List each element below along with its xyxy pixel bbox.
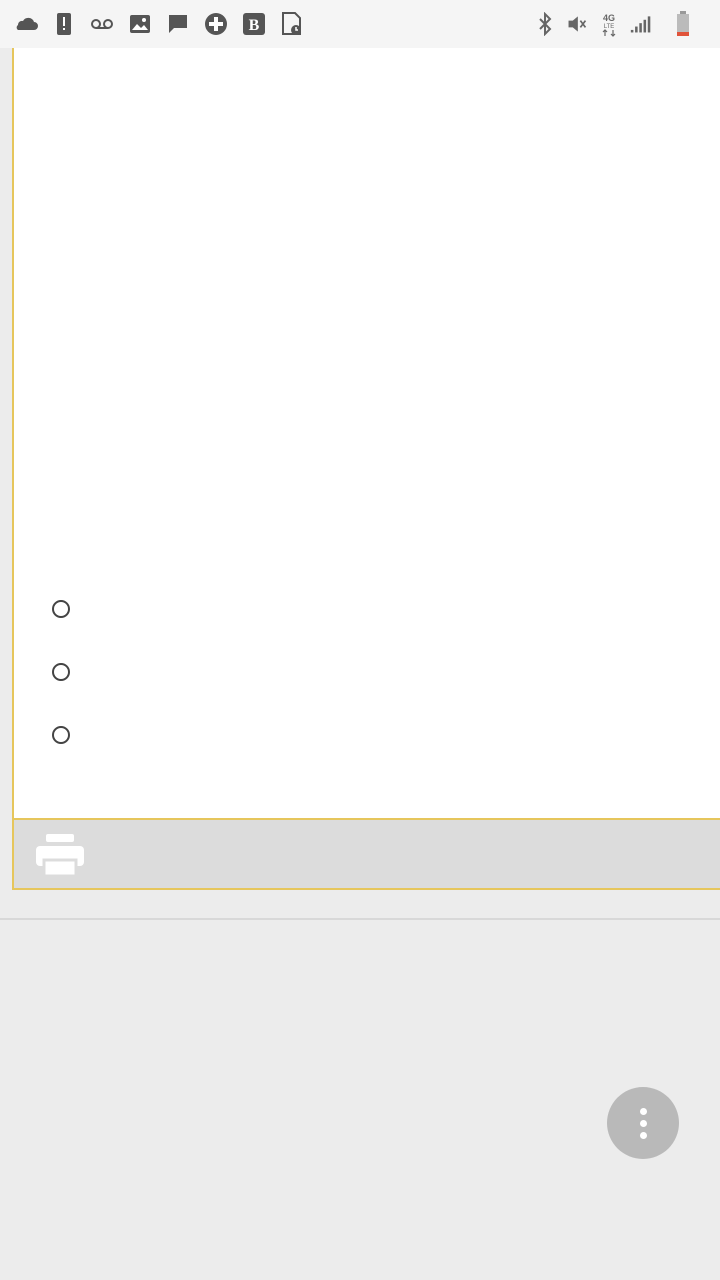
alert-icon <box>52 12 76 36</box>
bluetooth-icon <box>534 11 556 37</box>
more-vert-icon <box>640 1108 647 1115</box>
question-card <box>12 48 720 818</box>
bold-app-icon <box>242 12 266 36</box>
system-icons <box>534 8 704 40</box>
document-clock-icon <box>280 12 304 36</box>
svg-text:4G: 4G <box>602 13 616 23</box>
lte-icon <box>598 11 620 37</box>
radio-button[interactable] <box>52 600 70 618</box>
print-icon[interactable] <box>34 832 86 883</box>
more-vert-dot <box>640 1132 647 1139</box>
battery-icon <box>672 11 694 37</box>
radio-button[interactable] <box>52 663 70 681</box>
plus-app-icon <box>204 12 228 36</box>
more-options-button[interactable] <box>607 1087 679 1159</box>
cloud-icon <box>14 12 38 36</box>
more-vert-dot <box>640 1120 647 1127</box>
voicemail-icon <box>90 12 114 36</box>
notification-icons <box>14 10 304 38</box>
svg-text:B: B <box>248 17 260 34</box>
parabola-graph <box>54 152 714 572</box>
image-icon <box>128 12 152 36</box>
choice-a[interactable] <box>52 594 70 624</box>
radio-button[interactable] <box>52 726 70 744</box>
choice-c[interactable] <box>52 720 70 750</box>
choice-b[interactable] <box>52 657 70 687</box>
status-bar <box>0 0 720 48</box>
footer-toolbar <box>12 818 720 890</box>
signal-icon <box>630 11 652 37</box>
divider <box>0 918 720 920</box>
mute-icon <box>566 11 588 37</box>
message-icon <box>166 12 190 36</box>
svg-text:LTE: LTE <box>603 24 615 30</box>
